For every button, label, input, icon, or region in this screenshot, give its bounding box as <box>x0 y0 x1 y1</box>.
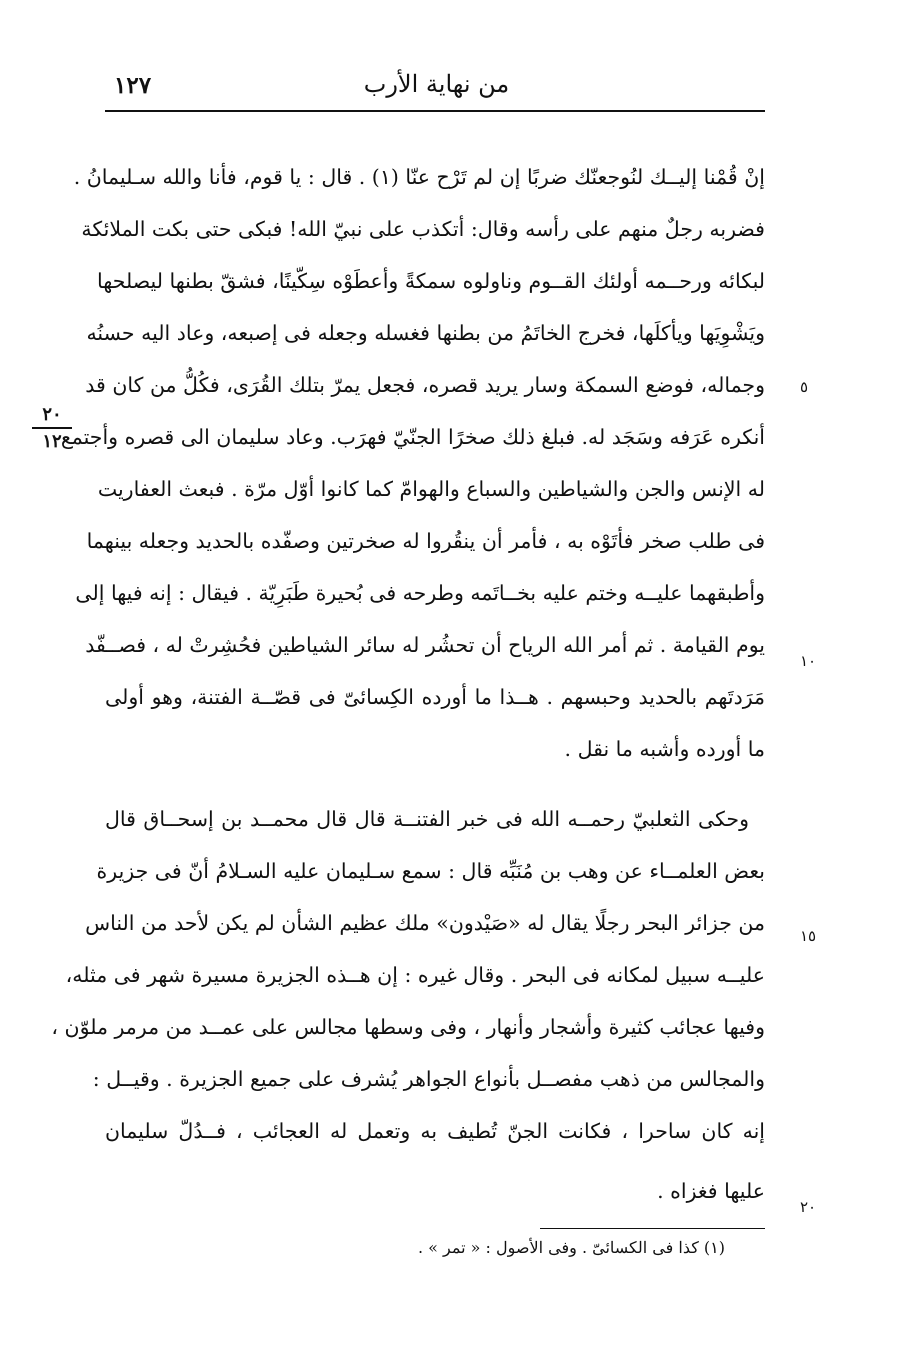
text-line: والمجالس من ذهب مفصــل بأنواع الجواهر يُشرف على جميع الجزيرة . وقيــل : <box>92 1067 765 1091</box>
folio-marker-bottom: ١٢ <box>42 431 62 452</box>
text-line: له الإنس والجن والشياطين والسباع والهوامّ كما كانوا أوّل مرّة . فبعث العفاريت <box>97 477 765 501</box>
footnote: (١) كذا فى الكسائىّ . وفى الأصول : « تمر » . <box>418 1238 725 1257</box>
running-title: من نهاية الأرب <box>363 70 510 98</box>
line-number-marker: ٥ <box>800 378 809 396</box>
text-line: عليــه سبيل لمكانه فى البحر . وقال غيره : إن هــذه الجزيرة مسيرة شهر فى مثله، <box>65 963 765 987</box>
line-number-marker: ٢٠ <box>800 1198 817 1216</box>
text-line: بعض العلمــاء عن وهب بن مُنَبِّه قال : سمع سـليمان عليه السـلامُ أنّ فى جزيرة <box>96 859 765 883</box>
page-header <box>108 68 765 108</box>
text-line: إنه كان ساحرا ، فكانت الجنّ تُطيف به وتعمل له العجائب ، فــدُلّ سليمان <box>105 1119 765 1143</box>
line-number-marker: ١٥ <box>800 927 817 945</box>
footnote-rule <box>540 1228 765 1229</box>
text-line: وأطبقهما عليــه وختم عليه بخــاتَمه وطرحه فى بُحيرة طَبَرِيّة . فيقال : إنه فيها إلى <box>75 581 765 605</box>
text-line: مَرَدتَهم بالحديد وحبسهم . هــذا ما أورده الكِسائىّ فى قصّــة الفتنة، وهو أولى <box>105 685 765 709</box>
text-line: عليها فغزاه . <box>657 1179 765 1203</box>
header-rule <box>105 110 765 112</box>
text-line: فى طلب صخر فأتَوْه به ، فأمر أن ينقُروا له صخرتين وصفّده بالحديد وجعله بينهما <box>86 529 765 553</box>
page-number: ١٢٧ <box>114 72 152 99</box>
text-line: إنْ قُمْنا إليــك لنُوجعنّك ضربًا إن لم تَرْح عنّا (١) . قال : يا قوم، فأنا والله سـليمانُ . <box>73 165 765 189</box>
text-line: فضربه رجلٌ منهم على رأسه وقال: أتكذب على نبيّ الله! فبكى حتى بكت الملائكة <box>81 217 765 241</box>
text-line: وحكى الثعلبيّ رحمــه الله فى خبر الفتنــة قال قال محمــد بن إسحــاق قال <box>105 807 749 831</box>
text-line: ويَشْوِيَها ويأكلَها، فخرج الخاتَمُ من بطنها فغسله وجعله فى إصبعه، وعاد اليه حسنُه <box>86 321 765 345</box>
text-line: ما أورده وأشبه ما نقل . <box>564 737 765 761</box>
text-line: وفيها عجائب كثيرة وأشجار وأنهار ، وفى وسطها مجالس على عمــد من مرمر ملوّن ، <box>51 1015 765 1039</box>
folio-marker-top: ٢٠ <box>32 404 72 429</box>
text-line: أنكره عَرَفه وسَجَد له. فبلغ ذلك صخرًا الجنّيّ فهرَب. وعاد سليمان الى قصره وأجتمع <box>60 425 765 449</box>
text-line: لبكائه ورحــمه أولئك القــوم وناولوه سمكةً وأعطَوْه سِكّينًا، فشقّ بطنها ليصلحها <box>97 269 765 293</box>
text-line: من جزائر البحر رجلًا يقال له «صَيْدون» ملك عظيم الشأن لم يكن لأحد من الناس <box>85 911 765 935</box>
line-number-marker: ١٠ <box>800 652 817 670</box>
text-line: وجماله، فوضع السمكة وسار يريد قصره، فجعل يمرّ بتلك القُرَى، فكُلُّ من كان قد <box>85 373 765 397</box>
text-line: يوم القيامة . ثم أمر الله الرياح أن تحشُر له سائر الشياطين فحُشِرتْ له ، فصــفّد <box>85 633 765 657</box>
